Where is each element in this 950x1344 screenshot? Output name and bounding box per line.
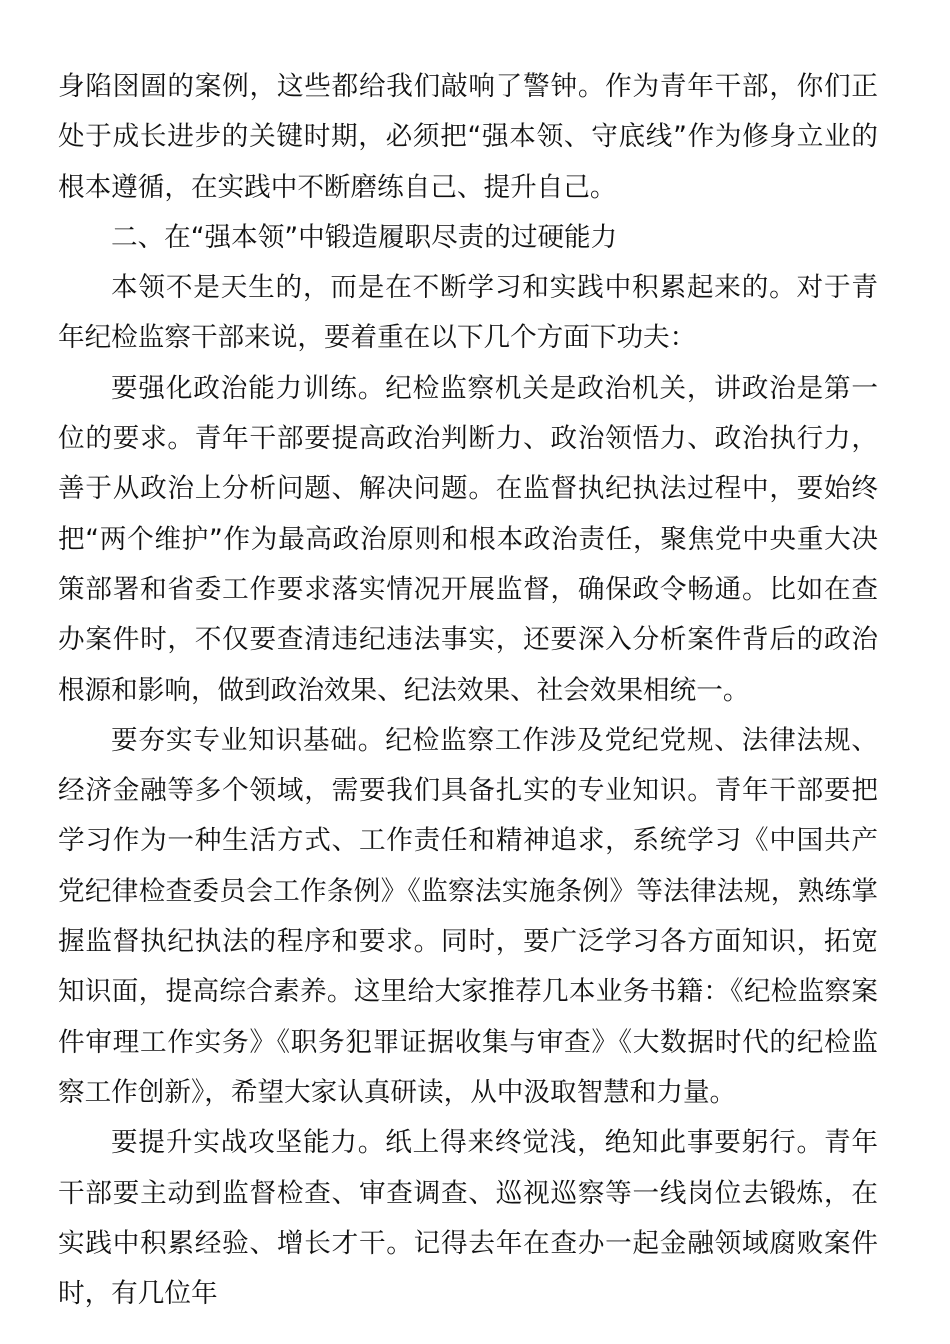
paragraph-practical-ability: 要提升实战攻坚能力。纸上得来终觉浅，绝知此事要躬行。青年干部要主动到监督检查、审查调查、巡视巡察等一线岗位去锻炼，在实践中积累经验、增长才干。记得去年在查办一起金融领域腐败案件时，有几位年 <box>58 1127 878 1310</box>
paragraph-intro: 本领不是天生的，而是在不断学习和实践中积累起来的。对于青年纪检监察干部来说，要着重在以下几个方面下功夫： <box>58 272 878 354</box>
paragraph-professional-knowledge: 要夯实专业知识基础。纪检监察工作涉及党纪党规、法律法规、经济金融等多个领域，需要我们具备扎实的专业知识。青年干部要把学习作为一种生活方式、工作责任和精神追求，系统学习《中国共产党纪律检查委员会工作条例》《监察法实施条例》等法律法规，熟练掌握监督执纪执法的程序和要求。同时，要广泛学习各方面知识，拓宽知识面，提高综合素养。这里给大家推荐几本业务书籍：《纪检监察案件审理工作实务》《职务犯罪证据收集与审查》《大数据时代的纪检监察工作创新》，希望大家认真研读，从中汲取智慧和力量。 <box>58 724 878 1108</box>
section-heading: 二、在“强本领”中锻造履职尽责的过硬能力 <box>111 221 618 253</box>
document-page <box>58 62 878 1319</box>
paragraph-continued: 身陷囹圄的案例，这些都给我们敲响了警钟。作为青年干部，你们正处于成长进步的关键时期，必须把“强本领、守底线”作为修身立业的根本遵循，在实践中不断磨练自己、提升自己。 <box>58 71 878 203</box>
paragraph-political-ability: 要强化政治能力训练。纪检监察机关是政治机关，讲政治是第一位的要求。青年干部要提高政治判断力、政治领悟力、政治执行力，善于从政治上分析问题、解决问题。在监督执纪执法过程中，要始终把“两个维护”作为最高政治原则和根本政治责任，聚焦党中央重大决策部署和省委工作要求落实情况开展监督，确保政令畅通。比如在查办案件时，不仅要查清违纪违法事实，还要深入分析案件背后的政治根源和影响，做到政治效果、纪法效果、社会效果相统一。 <box>58 372 878 706</box>
